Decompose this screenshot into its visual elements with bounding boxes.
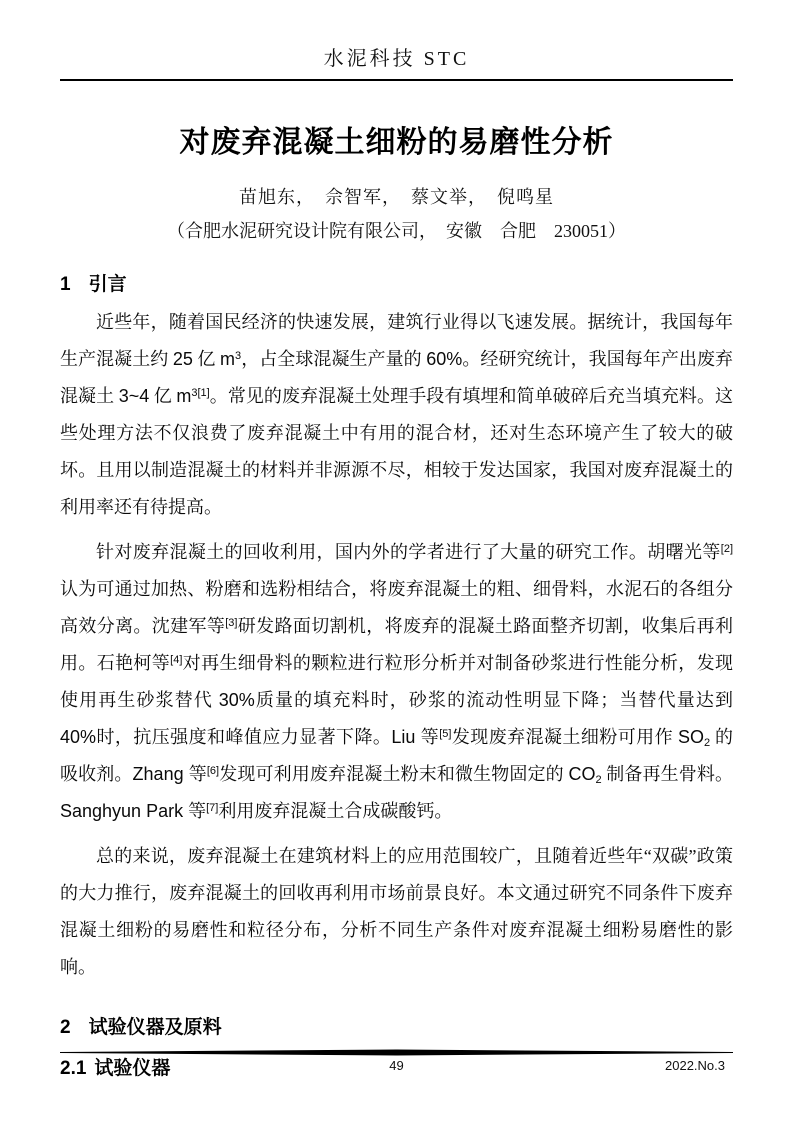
article-title: 对废弃混凝土细粉的易磨性分析 (179, 126, 614, 159)
paragraph-intro-2: 针对废弃混凝土的回收利用，国内外的学者进行了大量的研究工作。胡曙光等[2]认为可通过加热、粉磨和选粉相结合，将废弃混凝土的粗、细骨料，水泥石的各组分高效分离。沈建军等[3]研发路面切割机，将废弃的混凝土路面整齐切割，收集后再利用。石艳柯等[4]对再生细骨料的颗粒进行粒形分析并对制备砂浆进行性能分析，发现使用再生砂浆替代 30%质量的填充料时，砂浆的流动性明显下降；当替代量达到 40%时，抗压强度和峰值应力显著下降。Liu 等[5]发现废弃混凝土细粉可用作 $SO_2$ 的吸收剂。Zhang 等[6]发现可利用废弃混凝土粉末和微生物固定的 $CO_2$ 制备再生骨料。Sanghyun Park 等[7]利用废弃混凝土合成碳酸钙。 (60, 542, 734, 821)
journal-name: 水泥科技 STC (323, 48, 470, 70)
section-number: 1 (60, 274, 71, 295)
page-footer (60, 1049, 733, 1078)
page-header (60, 0, 733, 81)
section-title: 试验仪器及原料 (88, 1017, 222, 1038)
section-heading-introduction (60, 269, 733, 296)
section-heading-instruments (60, 1012, 733, 1039)
footer-tapered-rule (60, 1049, 733, 1056)
affiliation-line: （合肥水泥研究设计院有限公司， 安徽 合肥 230051） (167, 221, 626, 241)
author-line: 苗旭东， 佘智军， 蔡文举， 倪鸣星 (239, 187, 554, 207)
section-title: 引言 (88, 274, 127, 295)
section-number: 2 (60, 1017, 71, 1038)
paragraph-intro-3: 总的来说，废弃混凝土在建筑材料上的应用范围较广，且随着近些年“双碳”政策的大力推行，废弃混凝土的回收再利用市场前景良好。本文通过研究不同条件下废弃混凝土细粉的易磨性和粒径分布，分析不同生产条件对废弃混凝土细粉易磨性的影响。 (60, 846, 733, 977)
issue-number: 2022.No.3 (665, 1058, 725, 1073)
subsection-number: 2.1 (60, 1058, 87, 1079)
paragraph-intro-1: 近些年，随着国民经济的快速发展，建筑行业得以飞速发展。据统计，我国每年生产混凝土约 25 亿 $m^3$，占全球混凝生产量的 60%。经研究统计，我国每年产出废弃混凝土 3~4 亿 $m^{3[1]}$。常见的废弃混凝土处理手段有填埋和简单破碎后充当填充料。这些处理方法不仅浪费了废弃混凝土中有用的混合材，还对生态环境产生了较大的破坏。且用以制造混凝土的材料并非源源不尽，相较于发达国家，我国对废弃混凝土的利用率还有待提高。 (60, 312, 734, 517)
subsection-title: 试验仪器 (94, 1058, 171, 1079)
page-number: 49 (389, 1058, 404, 1073)
